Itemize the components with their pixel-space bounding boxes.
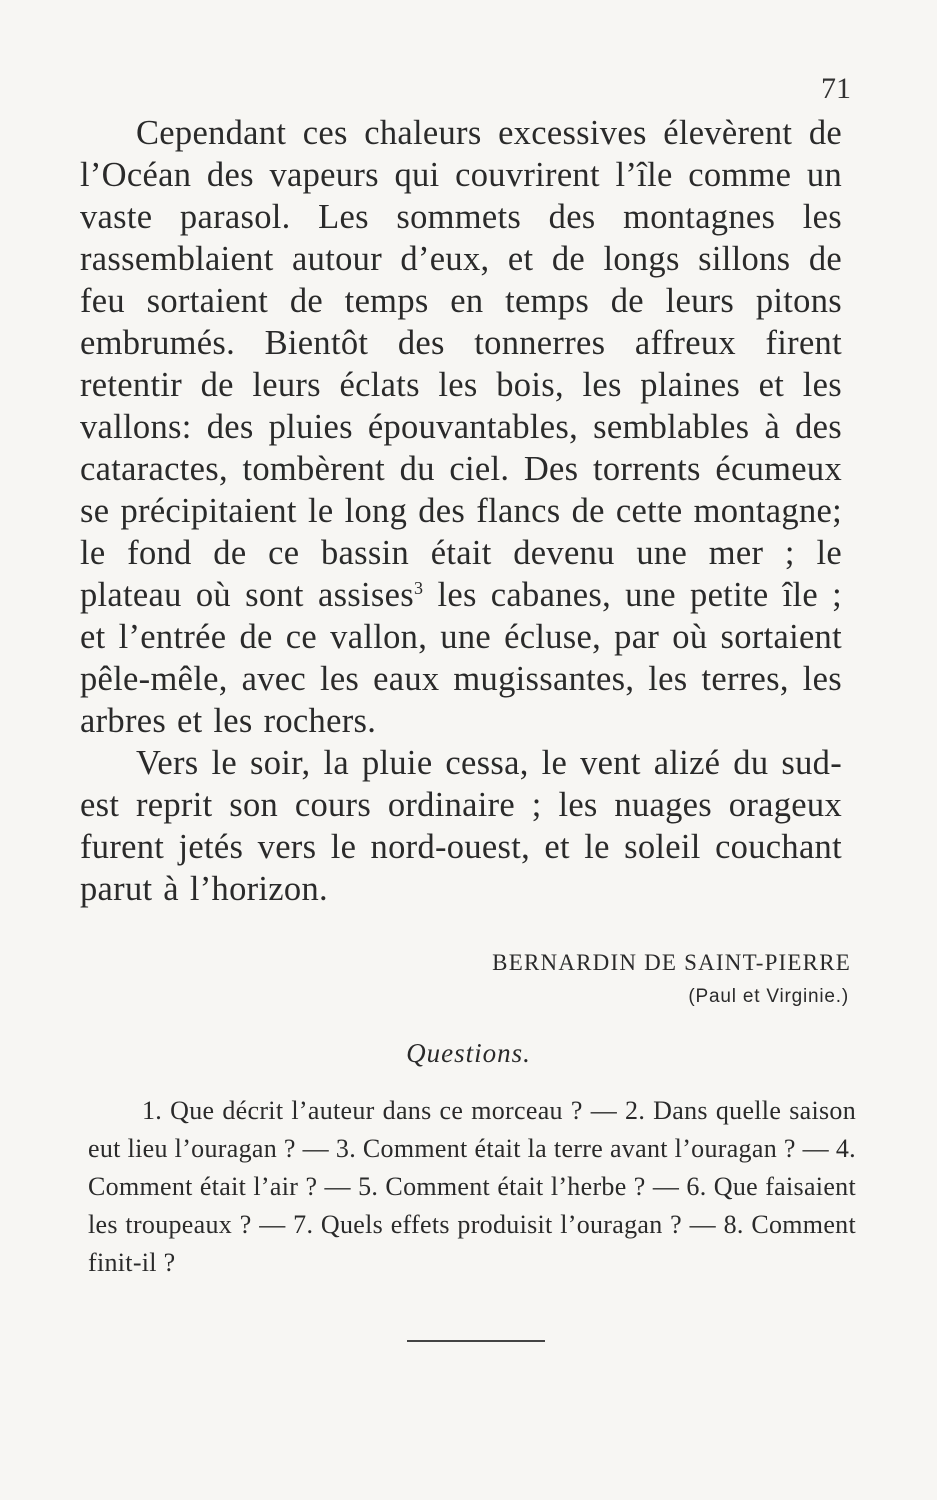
passage-text	[80, 112, 842, 910]
questions-list	[88, 1092, 856, 1282]
paragraph-1	[80, 112, 842, 742]
paragraph-2: Vers le soir, la pluie cessa, le vent alizé du sud-est reprit son cours ordinaire ; les nuages orageux furent jetés vers le nord-ouest, et le soleil couchant parut à l’horizon.	[80, 744, 842, 908]
questions-heading: Questions.	[406, 1038, 531, 1068]
footnote-mark: 3	[413, 578, 424, 598]
page-number: 71	[821, 72, 851, 105]
author-name: BERNARDIN DE SAINT-PIERRE	[492, 950, 851, 975]
paragraph-1-text: Cependant ces chaleurs excessives élevèrent de l’Océan des vapeurs qui couvrirent l’île comme un vaste parasol. Les sommets des montagnes les rassemblaient autour d’eux, et de longs sillons de feu sortaient de temps en temps de leurs pitons embrumés. Bientôt des tonnerres affreux firent retentir de leurs éclats les bois, les plaines et les vallons: des pluies épouvantables, semblables à des cataractes, tombèrent du ciel. Des torrents écumeux se précipitaient le long des flancs de cette montagne; le fond de ce bassin était devenu une mer ; le plateau où sont assises	[80, 114, 842, 614]
paragraph-1-tail: les cabanes, une petite île ; et l’entrée de ce vallon, une écluse, par où sortaient pêle-mêle, avec les eaux mugissantes, les terres, les arbres et les rochers.	[80, 576, 843, 740]
end-rule	[407, 1340, 545, 1342]
questions-text: 1. Que décrit l’auteur dans ce morceau ? — 2. Dans quelle saison eut lieu l’ouragan ? — 3. Comment était la terre avant l’ouragan ? — 4. Comment était l’air ? — 5. Comment était l’herbe ? — 6. Que faisaient les troupeaux ? — 7. Quels effets produisit l’ouragan ? — 8. Comment finit-il ?	[88, 1096, 856, 1277]
work-title: (Paul et Virginie.)	[688, 986, 849, 1007]
